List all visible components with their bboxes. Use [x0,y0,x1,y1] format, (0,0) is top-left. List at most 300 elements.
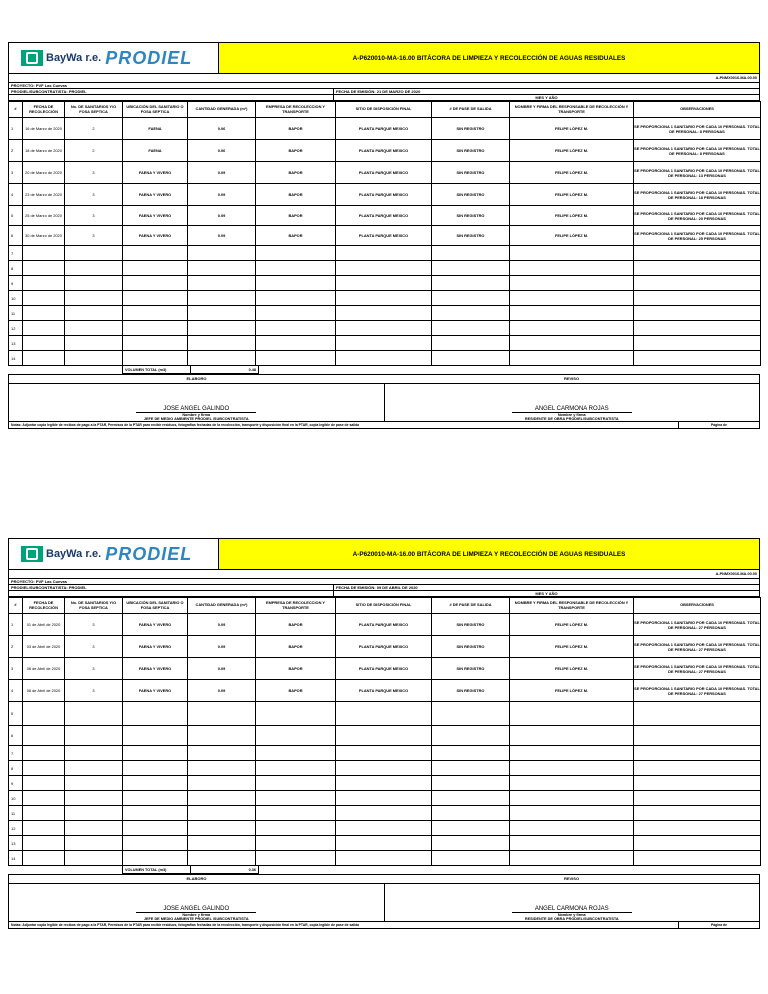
cell-responsible-name [510,746,634,761]
table-row [9,776,761,791]
page-number: Página de [678,422,759,428]
cell-final-disposal-site [336,821,432,836]
cell-collection-date: 18 de Marzo de 2020 [23,140,65,162]
signer-role: RESIDENTE DE OBRA PRODIEL/SUBCONTRATISTA [524,917,619,922]
column-header-responsible-name: NOMBRE Y FIRMA DEL RESPONSABLE DE RECOLECCIÓN Y TRANSPORTE [510,598,634,614]
cell-exit-pass-number: SIN REGISTRO [432,614,510,636]
cell-collection-date [23,336,65,351]
cell-exit-pass-number [432,246,510,261]
cell-toilet-count [65,851,123,866]
cell-row-number: 14 [9,851,23,866]
cell-row-number: 13 [9,836,23,851]
column-header-responsible-name: NOMBRE Y FIRMA DEL RESPONSABLE DE RECOLECCIÓN Y TRANSPORTE [510,102,634,118]
cell-transport-company [256,761,336,776]
cell-transport-company [256,836,336,851]
cell-row-number: 10 [9,291,23,306]
cell-observations: SE PROPORCIONA 1 SANITARIO POR CADA 10 PERSONAS. TOTAL DE PERSONAL: 27 PERSONAS [634,680,761,702]
signer-name: JOSE ANGEL GALINDO [163,406,230,412]
cell-toilet-location [123,791,188,806]
table-row [9,226,761,246]
cell-transport-company [256,246,336,261]
cell-final-disposal-site [336,806,432,821]
project-label: PROYECTO: PVF Las Cuevas [8,579,760,585]
cell-final-disposal-site [336,746,432,761]
cell-row-number: 5 [9,702,23,726]
cell-observations: SE PROPORCIONA 1 SANITARIO POR CADA 10 PERSONAS. TOTAL DE PERSONAL: 27 PERSONAS [634,658,761,680]
cell-collection-date [23,246,65,261]
cell-transport-company: BAPOR [256,118,336,140]
cell-toilet-count: 3 [65,680,123,702]
cell-toilet-count: 3 [65,162,123,184]
signer-role: JEFE DE MEDIO AMBIENTE PRODIEL /SUBCONTRATISTA [143,417,249,422]
cell-toilet-location: FAENA Y VIVERO [123,184,188,206]
cell-toilet-location [123,806,188,821]
cell-toilet-count: 2 [65,118,123,140]
cell-exit-pass-number: SIN REGISTRO [432,162,510,184]
cell-toilet-location: FAENA Y VIVERO [123,226,188,246]
cell-row-number: 3 [9,658,23,680]
cell-transport-company [256,291,336,306]
cell-collection-date: 25 de Marzo de 2020 [23,206,65,226]
cell-row-number: 1 [9,614,23,636]
column-header-row-number: # [9,598,23,614]
cell-responsible-name: FELIPE LÓPEZ M. [510,184,634,206]
cell-transport-company [256,351,336,366]
cell-generated-quantity: 0.09 [188,162,256,184]
signer-role: RESIDENTE DE OBRA PRODIEL/SUBCONTRATISTA [524,417,619,422]
cell-collection-date [23,806,65,821]
cell-collection-date [23,791,65,806]
table-row [9,746,761,761]
cell-observations: SE PROPORCIONA 1 SANITARIO POR CADA 10 PERSONAS. TOTAL DE PERSONAL: 8 PERSONAS [634,140,761,162]
table-row [9,658,761,680]
column-header-collection-date: FECHA DE RECOLECCIÓN [23,598,65,614]
cell-exit-pass-number: SIN REGISTRO [432,140,510,162]
cell-observations: SE PROPORCIONA 1 SANITARIO POR CADA 10 PERSONAS. TOTAL DE PERSONAL: 20 PERSONAS [634,206,761,226]
cell-toilet-location [123,321,188,336]
emission-date: FECHA DE EMISIÓN: 09 DE ABRIL DE 2020 [334,585,760,591]
cell-collection-date: 08 de Abril de 2020 [23,680,65,702]
cell-transport-company [256,726,336,746]
cell-toilet-location [123,851,188,866]
cell-generated-quantity [188,806,256,821]
cell-observations [634,336,761,351]
cell-final-disposal-site [336,836,432,851]
cell-final-disposal-site [336,321,432,336]
cell-exit-pass-number [432,806,510,821]
elaboro-label: ELABORO [186,876,207,881]
column-header-final-disposal-site: SITIO DE DISPOSICIÓN FINAL [336,598,432,614]
cell-toilet-count [65,246,123,261]
cell-responsible-name [510,246,634,261]
signer-caption: Nombre y firma [557,913,586,917]
cell-row-number: 6 [9,226,23,246]
cell-final-disposal-site: PLANTA PARQUE MEXICO [336,636,432,658]
table-row [9,336,761,351]
cell-toilet-count [65,761,123,776]
cell-observations [634,761,761,776]
cell-exit-pass-number: SIN REGISTRO [432,184,510,206]
cell-observations [634,261,761,276]
cell-toilet-location [123,726,188,746]
cell-observations [634,791,761,806]
cell-collection-date [23,261,65,276]
cell-responsible-name: FELIPE LÓPEZ M. [510,614,634,636]
month-year-label: MES Y AÑO [334,95,760,101]
cell-transport-company: BAPOR [256,636,336,658]
sheet-title: A-P620010-MA-16.00 BITÁCORA DE LIMPIEZA Y RECOLECCIÓN DE AGUAS RESIDUALES [219,43,759,73]
cell-responsible-name: FELIPE LÓPEZ M. [510,118,634,140]
cell-toilet-count [65,806,123,821]
cell-observations: SE PROPORCIONA 1 SANITARIO POR CADA 10 PERSONAS. TOTAL DE PERSONAL: 25 PERSONAS [634,226,761,246]
cell-exit-pass-number: SIN REGISTRO [432,118,510,140]
table-row [9,821,761,836]
cell-transport-company [256,746,336,761]
cell-toilet-count [65,291,123,306]
cell-toilet-location [123,276,188,291]
cell-collection-date: 23 de Marzo de 2020 [23,184,65,206]
cell-final-disposal-site: PLANTA PARQUE MEXICO [336,680,432,702]
cell-toilet-count [65,776,123,791]
cell-responsible-name [510,702,634,726]
log-sheet [8,42,760,429]
logo-prodiel-text: PRODIEL [105,543,193,564]
column-header-exit-pass-number: # DE PASE DE SALIDA [432,598,510,614]
document-code: A-PNMX0016-MA-00.00 [8,74,760,83]
cell-generated-quantity [188,321,256,336]
cell-toilet-count [65,351,123,366]
column-header-observations: OBSERVACIONES [634,598,761,614]
table-row [9,702,761,726]
cell-toilet-location [123,351,188,366]
column-header-collection-date: FECHA DE RECOLECCIÓN [23,102,65,118]
table-header-row [9,598,761,614]
cell-final-disposal-site [336,791,432,806]
column-header-transport-company: EMPRESA DE RECOLECCION Y TRANSPORTE [256,598,336,614]
column-header-toilet-location: UBICACIÓN DEL SANITARIO O FOSA SEPTICA [123,598,188,614]
cell-row-number: 10 [9,791,23,806]
page-number: Página de [678,922,759,928]
cell-exit-pass-number [432,776,510,791]
cell-exit-pass-number [432,836,510,851]
logo-prodiel-text: PRODIEL [105,47,193,68]
cell-final-disposal-site: PLANTA PARQUE MEXICO [336,162,432,184]
cell-responsible-name [510,806,634,821]
table-row [9,680,761,702]
cell-collection-date [23,351,65,366]
cell-row-number: 6 [9,726,23,746]
cell-responsible-name [510,776,634,791]
cell-final-disposal-site [336,851,432,866]
cell-responsible-name [510,336,634,351]
cell-observations [634,806,761,821]
column-header-row-number: # [9,102,23,118]
cell-toilet-count [65,261,123,276]
cell-responsible-name: FELIPE LÓPEZ M. [510,636,634,658]
reviso-label: REVISO [563,376,580,381]
signature-elaboro [9,884,384,921]
cell-toilet-count [65,836,123,851]
column-header-transport-company: EMPRESA DE RECOLECCION Y TRANSPORTE [256,102,336,118]
cell-generated-quantity: 0.09 [188,658,256,680]
cell-generated-quantity: 0.09 [188,636,256,658]
cell-transport-company: BAPOR [256,162,336,184]
cell-row-number: 11 [9,306,23,321]
company-logo [9,539,219,569]
cell-generated-quantity: 0.06 [188,118,256,140]
cell-row-number: 2 [9,140,23,162]
signer-caption: Nombre y firma [182,913,211,917]
cell-final-disposal-site [336,726,432,746]
cell-responsible-name [510,276,634,291]
cell-toilet-count [65,791,123,806]
cell-transport-company [256,306,336,321]
cell-toilet-count: 3 [65,658,123,680]
table-row [9,246,761,261]
table-row [9,276,761,291]
cell-transport-company [256,336,336,351]
cell-row-number: 2 [9,636,23,658]
cell-transport-company [256,791,336,806]
cell-observations [634,851,761,866]
cell-collection-date: 06 de Abril de 2020 [23,658,65,680]
cell-exit-pass-number: SIN REGISTRO [432,680,510,702]
cell-toilet-count [65,306,123,321]
cell-generated-quantity [188,776,256,791]
table-row [9,261,761,276]
cell-final-disposal-site: PLANTA PARQUE MEXICO [336,614,432,636]
cell-row-number: 12 [9,321,23,336]
total-volume-value: 0.36 [191,866,259,874]
cell-row-number: 11 [9,806,23,821]
cell-collection-date [23,321,65,336]
cell-exit-pass-number [432,336,510,351]
cell-collection-date [23,276,65,291]
cell-collection-date: 03 de Abril de 2020 [23,636,65,658]
baywa-logo-icon [21,50,43,66]
cell-final-disposal-site [336,261,432,276]
cell-toilet-location [123,261,188,276]
cell-exit-pass-number [432,726,510,746]
cell-toilet-count [65,336,123,351]
cell-generated-quantity [188,851,256,866]
collection-table [8,597,761,866]
cell-generated-quantity: 0.09 [188,680,256,702]
notes-text: Notas: Adjuntar copia legible de recibos de pago a la PTAR, Permisos de la PTAR para recibir residuos, fotografias fechadas de la recolección, transporte y disposición final en la PTAR, copia legible de pase de salida [11,923,360,928]
cell-responsible-name [510,351,634,366]
cell-final-disposal-site: PLANTA PARQUE MEXICO [336,658,432,680]
cell-toilet-location [123,336,188,351]
logo-baywa-text: BayWa r.e. [46,52,102,64]
company-logo [9,43,219,73]
cell-observations [634,746,761,761]
cell-observations [634,702,761,726]
cell-generated-quantity [188,261,256,276]
cell-responsible-name [510,836,634,851]
reviso-label: REVISO [563,876,580,881]
cell-toilet-count [65,321,123,336]
cell-toilet-count: 3 [65,226,123,246]
cell-responsible-name [510,821,634,836]
cell-toilet-location [123,776,188,791]
cell-exit-pass-number: SIN REGISTRO [432,226,510,246]
cell-row-number: 4 [9,680,23,702]
column-header-generated-quantity: CANTIDAD GENERADA (m³) [188,598,256,614]
cell-transport-company [256,851,336,866]
cell-toilet-location: FAENA Y VIVERO [123,162,188,184]
table-row [9,791,761,806]
cell-transport-company: BAPOR [256,140,336,162]
notes-text: Notas: Adjuntar copia legible de recibos de pago a la PTAR, Permisos de la PTAR para recibir residuos, fotografias fechadas de la recolección, transporte y disposición final en la PTAR, copia legible de pase de salida [11,423,360,428]
cell-generated-quantity [188,836,256,851]
signer-caption: Nombre y firma [182,413,211,417]
emission-date: FECHA DE EMISIÓN: 21 DE MARZO DE 2020 [334,89,760,95]
cell-observations [634,291,761,306]
cell-final-disposal-site [336,246,432,261]
cell-transport-company: BAPOR [256,226,336,246]
document-code: A-PNMX0016-MA-00.00 [8,570,760,579]
table-row [9,306,761,321]
cell-observations [634,321,761,336]
cell-collection-date [23,836,65,851]
cell-toilet-count [65,746,123,761]
cell-row-number: 4 [9,184,23,206]
table-row [9,761,761,776]
signer-caption: Nombre y firma [557,413,586,417]
column-header-exit-pass-number: # DE PASE DE SALIDA [432,102,510,118]
cell-final-disposal-site [336,761,432,776]
cell-toilet-count: 3 [65,206,123,226]
cell-transport-company: BAPOR [256,680,336,702]
cell-exit-pass-number [432,791,510,806]
cell-row-number: 14 [9,351,23,366]
table-row [9,140,761,162]
table-row [9,291,761,306]
cell-transport-company: BAPOR [256,658,336,680]
log-sheet [8,538,760,929]
cell-observations [634,836,761,851]
cell-toilet-count [65,276,123,291]
cell-final-disposal-site [336,702,432,726]
cell-toilet-location [123,836,188,851]
cell-generated-quantity: 0.09 [188,614,256,636]
cell-row-number: 9 [9,776,23,791]
cell-transport-company [256,821,336,836]
cell-toilet-count: 3 [65,636,123,658]
cell-collection-date [23,851,65,866]
collection-table [8,101,761,366]
cell-generated-quantity [188,336,256,351]
table-row [9,851,761,866]
cell-responsible-name: FELIPE LÓPEZ M. [510,162,634,184]
column-header-generated-quantity: CANTIDAD GENERADA (m³) [188,102,256,118]
cell-final-disposal-site: PLANTA PARQUE MEXICO [336,206,432,226]
column-header-toilet-location: UBICACIÓN DEL SANITARIO O FOSA SEPTICA [123,102,188,118]
cell-collection-date [23,726,65,746]
signer-role: JEFE DE MEDIO AMBIENTE PRODIEL /SUBCONTRATISTA [143,917,249,922]
cell-responsible-name [510,791,634,806]
cell-generated-quantity [188,351,256,366]
cell-generated-quantity [188,246,256,261]
cell-generated-quantity [188,291,256,306]
total-volume-value: 0.48 [191,366,259,374]
cell-toilet-count: 3 [65,184,123,206]
cell-responsible-name: FELIPE LÓPEZ M. [510,658,634,680]
cell-exit-pass-number [432,306,510,321]
column-header-toilet-count: No. DE SANITARIOS Y/O FOSA SEPTICA [65,598,123,614]
signature-reviso [384,384,760,421]
cell-observations [634,276,761,291]
cell-toilet-location: FAENA [123,140,188,162]
cell-final-disposal-site [336,351,432,366]
table-row [9,726,761,746]
cell-generated-quantity [188,821,256,836]
cell-responsible-name [510,306,634,321]
cell-exit-pass-number [432,261,510,276]
cell-toilet-location: FAENA Y VIVERO [123,658,188,680]
cell-transport-company [256,261,336,276]
cell-transport-company [256,776,336,791]
signature-block [8,874,760,922]
cell-collection-date [23,821,65,836]
table-row [9,206,761,226]
sheet-header [8,538,760,570]
cell-exit-pass-number [432,291,510,306]
cell-observations [634,246,761,261]
cell-row-number: 9 [9,276,23,291]
cell-transport-company [256,276,336,291]
table-row [9,162,761,184]
cell-exit-pass-number [432,851,510,866]
table-row [9,614,761,636]
cell-exit-pass-number [432,702,510,726]
cell-final-disposal-site [336,336,432,351]
cell-responsible-name: FELIPE LÓPEZ M. [510,206,634,226]
cell-generated-quantity: 0.09 [188,226,256,246]
cell-generated-quantity [188,306,256,321]
cell-row-number: 5 [9,206,23,226]
cell-row-number: 3 [9,162,23,184]
cell-toilet-location [123,761,188,776]
cell-toilet-location [123,306,188,321]
cell-row-number: 7 [9,246,23,261]
signer-name: ANGEL CARMONA ROJAS [534,406,609,412]
cell-generated-quantity: 0.06 [188,140,256,162]
cell-collection-date: 01 de Abril de 2020 [23,614,65,636]
cell-transport-company: BAPOR [256,184,336,206]
cell-collection-date [23,761,65,776]
cell-final-disposal-site [336,276,432,291]
cell-exit-pass-number [432,351,510,366]
sheet-header [8,42,760,74]
cell-final-disposal-site: PLANTA PARQUE MEXICO [336,226,432,246]
cell-observations: SE PROPORCIONA 1 SANITARIO POR CADA 10 PERSONAS. TOTAL DE PERSONAL: 13 PERSONAS [634,162,761,184]
cell-observations: SE PROPORCIONA 1 SANITARIO POR CADA 10 PERSONAS. TOTAL DE PERSONAL: 8 PERSONAS [634,118,761,140]
table-row [9,836,761,851]
cell-responsible-name: FELIPE LÓPEZ M. [510,226,634,246]
cell-responsible-name: FELIPE LÓPEZ M. [510,680,634,702]
cell-toilet-location [123,702,188,726]
cell-collection-date [23,776,65,791]
cell-generated-quantity [188,746,256,761]
cell-toilet-count [65,702,123,726]
table-row [9,806,761,821]
total-volume-label: VOLUMEN TOTAL (m3) [122,366,191,374]
cell-collection-date: 20 de Marzo de 2020 [23,162,65,184]
table-row [9,321,761,336]
cell-collection-date: 30 de Marzo de 2020 [23,226,65,246]
logo-baywa-text: BayWa r.e. [46,548,102,560]
